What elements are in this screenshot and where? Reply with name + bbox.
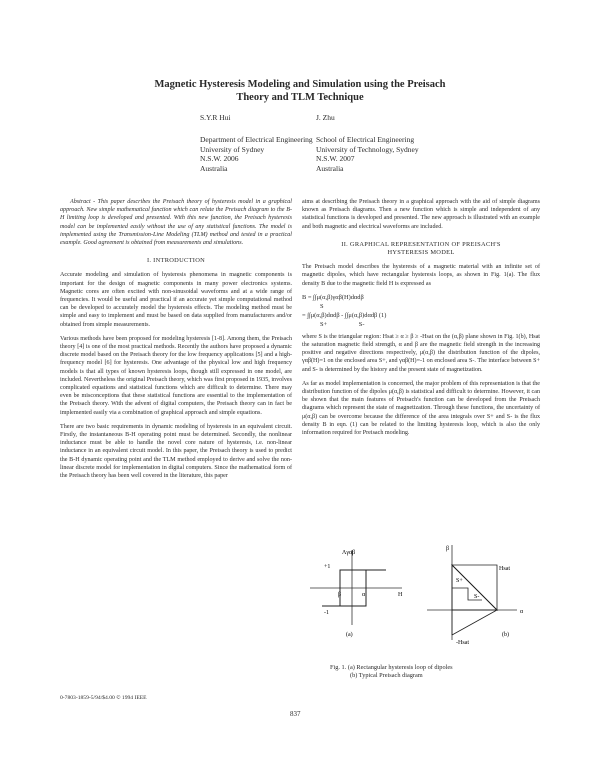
intro-paragraph-1: Accurate modeling and simulation of hysteresis phenomena in magnetic components is important for the design of magnetic components in many power electronics systems. Magnetic cores are often excited with non-sinusoidal waveforms and at a wide range of frequencies. It would be useful and practical if an accurate yet simple computational method can be developed to accurately model the hysteresis effects. The modeling method must be simple and easy to implement and must be based on data supplied from manufacturers and/or obtained from simple measurements. bbox=[60, 272, 292, 328]
right-column bbox=[302, 198, 540, 437]
fig1a-beta: β bbox=[338, 592, 342, 598]
author-1-country: Australia bbox=[200, 163, 228, 173]
author-2-name: J. Zhu bbox=[316, 113, 335, 122]
equation-sub-1: S bbox=[320, 302, 324, 310]
equation-line-2: = ∫∫μ(α,β)dαdβ - ∫∫μ(α,β)dαdβ (1) bbox=[302, 311, 387, 319]
title-line-1: Magnetic Hysteresis Modeling and Simulation using the Preisach bbox=[154, 79, 446, 90]
figure-1b bbox=[427, 545, 524, 646]
abstract: Abstract - This paper describes the Preisach theory of hysteresis model in a graphical approach. New simple mathematical function which can relate the Preisach diagram to the B-H limiting loop is developed and presented. With this new function, the Preisach hysteresis model can be implemented easily without the use of any statistical functions. The model is implemented using the Transmission-Line Modeling (TLM) method and tested in a practical example. Good agreement is obtained from measurements and simulations. bbox=[60, 199, 292, 247]
intro-paragraph-2: Various methods have been proposed for modeling hysteresis [1-8]. Among them, the Preisach theory [4] is one of the most practical methods. Recently the authors have proposed a dynamic discrete model based on the Preisach theory for the low frequency applications [5] and a high-frequency model [6] for hysteresis. One advantage of the physical low and high frequency models is that all types of known hysteresis loops, though still expressed in one model, are included. Nevertheless the original Preisach theory, which was first proposed in 1935, involves complicated equations and statistical functions which are difficult to determine. There may even be misconceptions that these statistical functions are essential to the implementation of the Preisach theory. With the advent of digital computers, the Preisach theory can in fact be implemented easily via a combination of graphical approach and simple equations. bbox=[60, 335, 292, 416]
figure-1 bbox=[302, 540, 540, 660]
author-2-affiliation bbox=[316, 135, 419, 173]
section-2-heading-line-1: II. GRAPHICAL REPRESENTATION OF PREISACH'S bbox=[341, 240, 501, 248]
page-number: 837 bbox=[290, 710, 301, 718]
fig1a-h-label: H bbox=[398, 592, 403, 598]
fig1a-minus-one: -1 bbox=[324, 610, 329, 616]
figure-caption-line-1: Fig. 1. (a) Rectangular hysteresis loop of dipoles bbox=[330, 664, 453, 671]
right-paragraph-3: where S is the triangular region: Hsat ≥ α ≥ β ≥ -Hsat on the (α,β) plane shown in Fig. 1(b), Hsat the saturation magnetic field strength, α and β are the magnetic field strength in the increasing positive and negative directions respectively, μ(α,β) the distribution function of the dipoles, γαβ(H)=1 on the enclosed area S+, and γαβ(H)=-1 on enclosed area S-. The interface between S+ and S- is determined by the history and the present state of magnetization. bbox=[302, 333, 540, 373]
figure-1-caption bbox=[330, 664, 530, 680]
footer-id: 0-7803-1859-5/94/$4.00 © 1994 IEEE bbox=[60, 695, 147, 701]
fig1b-upper-region bbox=[452, 565, 497, 610]
left-column bbox=[60, 198, 292, 480]
fig1b-s-plus: S+ bbox=[456, 578, 463, 584]
figure-1a bbox=[310, 550, 403, 638]
author-2-country: Australia bbox=[316, 163, 344, 173]
section-1-heading: I. INTRODUCTION bbox=[146, 257, 206, 265]
author-2-univ: University of Technology, Sydney bbox=[316, 144, 419, 154]
author-1-affiliation bbox=[200, 135, 313, 173]
equation-1 bbox=[302, 293, 540, 329]
right-paragraph-4: As far as model implementation is concerned, the major problem of this representation is that the distribution function of the dipoles μ(α,β) is statistical and difficult to determine. However, it can be shown that the main features of Preisach's function can be developed from the Preisach diagrams which represent the state of magnetization. Through these functions, the uncertainty of μ(α,β) can be overcome because the difference of the area integrals over S+ and S- is the flux density B in eqn. (1) can be related to the limiting hysteresis loop, which is also the only information required for Preisach modeling. bbox=[302, 380, 540, 437]
fig1b-alpha-label: α bbox=[520, 609, 524, 615]
author-1-state: N.S.W. 2006 bbox=[200, 154, 239, 163]
section-2-heading-line-2: HYSTERESIS MODEL bbox=[387, 249, 455, 257]
fig1a-alpha: α bbox=[362, 592, 366, 598]
fig1a-label: (a) bbox=[346, 632, 353, 638]
section-2-heading bbox=[302, 241, 540, 257]
fig1b-beta-label: β bbox=[446, 546, 450, 552]
title-line-2: Theory and TLM Technique bbox=[236, 92, 364, 103]
fig1b-label: (b) bbox=[502, 632, 509, 638]
figure-caption-line-2: (b) Typical Preisach diagram bbox=[350, 672, 423, 679]
right-paragraph-1: aims at describing the Preisach theory in a graphical approach with the aid of simple diagrams known as Preisach diagrams. Then a new function which is simple and independent of any statistical functions is developed and presented. The new approach is illustrated with an example and both magnetic and electrical waveforms are included. bbox=[302, 199, 540, 230]
fig1b-neg-hsat: -Hsat bbox=[456, 640, 469, 646]
author-2-state: N.S.W. 2007 bbox=[316, 154, 355, 163]
equation-line-1: B = ∫∫μ(α,β)γαβ(H)dαdβ bbox=[302, 293, 364, 301]
author-2-dept: School of Electrical Engineering bbox=[316, 135, 415, 144]
author-1-dept: Department of Electrical Engineering bbox=[200, 135, 313, 144]
equation-sub-2b: S- bbox=[358, 320, 365, 328]
right-paragraph-2: The Preisach model describes the hysteresis of a magnetic material with an infinite set of magnetic dipoles, which have rectangular hysteresis loops, as shown in Fig. 1(a). The flux density B due to the magnetic field H is expressed as bbox=[302, 264, 540, 287]
fig1a-plus-one: +1 bbox=[324, 564, 331, 570]
equation-sub-2 bbox=[302, 320, 540, 329]
equation-sub-2a: S+ bbox=[320, 320, 328, 328]
fig1b-s-minus: S- bbox=[474, 594, 480, 600]
fig1a-gamma-label: Λγαβ bbox=[342, 550, 356, 556]
intro-paragraph-3: There are two basic requirements in dynamic modeling of hysteresis in an equivalent circuit. Firstly, the instantaneous B-H operating point must be determined. Secondly, the nonlinear inductance must be able to handle the novel core nature of hysteresis, i.e. non-linear inductance in an equivalent circuit model. In this paper, the Preisach theory is used to predict the B-H dynamic operating point and the TLM method employed to derive and solve the non-linear discrete model for implementation in digital computers. Since the mathematical form of the Preisach theory has been well covered in the literature, this paper bbox=[60, 423, 292, 480]
author-1-name: S.Y.R Hui bbox=[200, 113, 231, 122]
fig1b-lower-diagonal bbox=[452, 610, 497, 635]
figure-1-drawing bbox=[302, 540, 540, 660]
paper-title bbox=[100, 78, 500, 104]
author-1-univ: University of Sydney bbox=[200, 144, 265, 154]
fig1b-hsat: Hsat bbox=[499, 566, 510, 572]
